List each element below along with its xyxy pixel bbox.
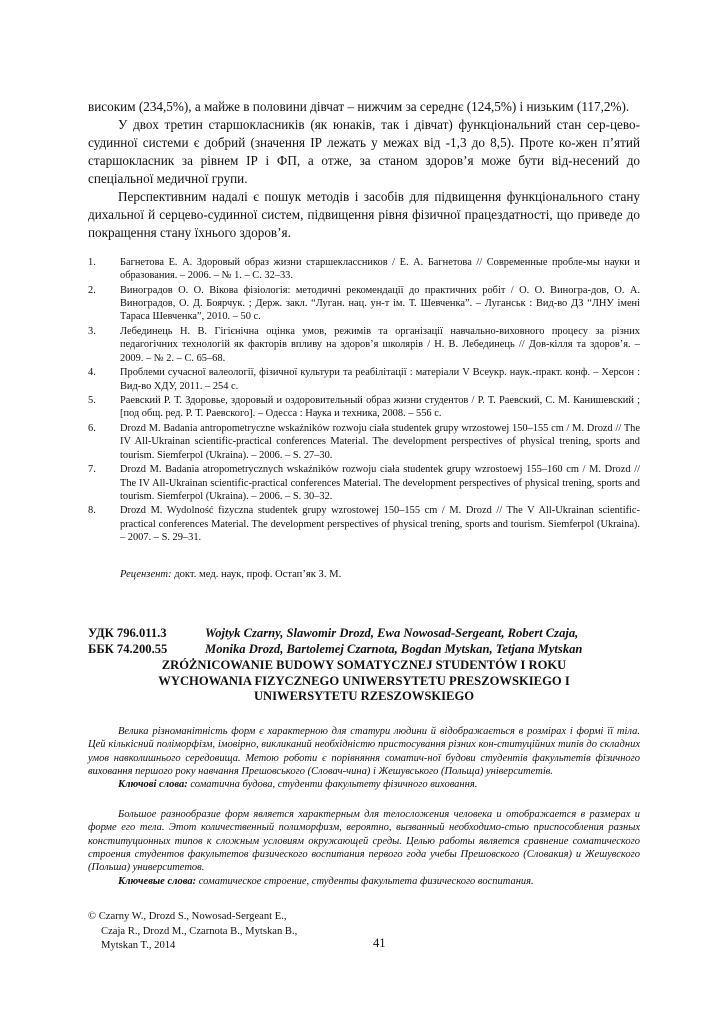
udk-row: [88, 625, 640, 641]
reference-text: Проблеми сучасної валеології, фізичної культури та реабілітації : матеріали V Всеукр. наук.-практ. конф. – Херсон : Вид-во ХДУ, 2011. – 254 с.: [120, 367, 640, 392]
reference-item: [88, 463, 640, 503]
reference-item: [88, 366, 640, 393]
keywords-ua-text: соматична будова, студенти факультету фізичного виховання.: [187, 779, 478, 791]
keywords-ua-label: Ключові слова:: [118, 779, 188, 791]
reference-number: 6.: [88, 423, 96, 435]
reference-text: Раевский Р. Т. Здоровье, здоровый и оздоровительный образ жизни студентов / Р. Т. Раевский, С. М. Канишевский ; [под общ. ред. Р. Т. Раевского]. – Одесса : Наука и техника, 2008. – 556 с.: [120, 395, 640, 420]
reviewer-note: [120, 569, 640, 580]
reference-item: [88, 394, 640, 421]
page-number: 41: [373, 936, 386, 950]
udk-code: УДК 796.011.3: [88, 626, 167, 641]
reference-number: 7.: [88, 464, 96, 476]
abstract-ukrainian: [88, 725, 640, 792]
reference-text: Багнетова Е. А. Здоровый образ жизни старшеклассников / Е. А. Багнетова // Современные пробле-мы науки и образования. – 2006. – № 1. – С. 32–33.: [120, 257, 640, 282]
reference-text: Виноградов О. О. Вікова фізіологія: методичні рекомендації до практичних робіт / О. О. Виногра-дов, О. А. Виноградов, О. Д. Боярчук. ; Держ. закл. “Луган. нац. ун-т ім. Т. Шевченка”. – Луганськ : Вид-во ДЗ “ЛНУ імені Тараса Шевченка”, 2010. – 50 с.: [120, 284, 640, 323]
keywords-ru-label: Ключевые слова:: [118, 875, 197, 887]
reference-text: Drozd M. Badania atropometrycznych wskaźników rozwoju ciała studentek grupy wzrostoewj 155–160 cm / M. Drozd // The IV All-Ukrainan scientific-practical conferences Material. The development perspectives of physical trening, sports and tourism. Siemferpol (Ukraina). – 2006. – S. 30–32.: [120, 464, 640, 502]
abstract-russian: [88, 808, 640, 888]
body-paragraph-1: високим (234,5%), а майже в половини дівчат – нижчим за середнє (124,5%) і низьким (117,2%).: [88, 99, 630, 114]
reference-text: Drozd M. Badania antropometryczne wskaźników rozwoju ciała studentek grupy wrzostowej 150–155 cm / M. Drozd // The IV All-Ukrainan scientific-practical conferences Material. The development perspectives of physical trening, sports and tourism. Siemferpol (Ukraina). – 2006. – S. 27–30.: [120, 423, 640, 461]
reference-number: 2.: [88, 284, 96, 296]
abstract-ru-text: Большое разнообразие форм является характерным для телосложения человека и отображается в размерах и форме его тела. Этот количественный полиморфизм, вероятно, вызванный необходимо-стью приспособления разных конституционных типов к сложным условиям окружающей среды. Целью работы является сравнение соматического строения студентов факультетов физического воспитания первого года учебы Прешовского (Словакия) и Жешувского (Польша) университетов.: [88, 808, 640, 874]
article-header: [88, 625, 640, 657]
reference-text: Drozd M. Wydolność fizyczna studentek grupy wzrostowej 150–155 cm / M. Drozd // The V All-Ukrainan scientific-practical conferences Material. The development perspectives of physical trening, sports and tourism. Siemferpol (Ukraina). – 2007. – S. 29–31.: [120, 505, 640, 544]
reference-number: 3.: [88, 326, 96, 338]
bbk-code: ББК 74.200.55: [88, 642, 168, 657]
copyright-line: © Czarny W., Drozd S., Nowosad-Sergeant E.,: [88, 911, 287, 922]
copyright-line: Czaja R., Drozd M., Czarnota B., Mytskan B.,: [101, 925, 298, 937]
reference-item: [88, 284, 640, 324]
reviewer-label: Рецензент:: [120, 569, 172, 581]
keywords-ru: [88, 875, 640, 888]
copyright-line: Mytskan T., 2014: [101, 940, 176, 951]
reference-number: 8.: [88, 505, 96, 517]
page-content: [88, 98, 640, 888]
reference-item: [88, 422, 640, 462]
reviewer-text: докт. мед. наук, проф. Остап’як З. М.: [171, 569, 342, 581]
authors-line-1: Wojtyk Czarny, Slawomir Drozd, Ewa Nowosad-Sergeant, Robert Czaja,: [205, 626, 579, 641]
copyright-notice: [88, 910, 297, 954]
reference-item: [88, 504, 640, 544]
reference-text: Лебединець Н. В. Гігієнічна оцінка умов, режимів та організації навчально-виховного процесу за різних педагогічних технологій як факторів впливу на здоров’я школярів / Н. В. Лебединець // Дов-кілля та здоров’я. – 2009. – № 2. – С. 65–68.: [120, 326, 640, 364]
authors-line-2: Monika Drozd, Bartolemej Czarnota, Bogdan Mytskan, Tetjana Mytskan: [205, 642, 583, 657]
title-line: ZRÓŻNICOWANIE BUDOWY SOMATYCZNEJ STUDENTÓW I ROKU: [161, 658, 567, 673]
reference-list: [88, 256, 640, 544]
keywords-ua: [88, 778, 640, 791]
abstract-ua-text: Велика різноманітність форм є характерною для статури людини й відображається в розмірах і формі її тіла. Цей кількісний поліморфізм, імовірно, викликаний необхідністю пристосування різних кон-ституційних типів до складних умов навколишнього середовища. Метою роботи є порівняння соматич-ної будови студентів факультетів фізичного виховання першого року навчання Прешовського (Словач-чина) і Жешувського (Польща) університетів.: [88, 725, 640, 778]
reference-number: 5.: [88, 395, 96, 407]
page-footer: [88, 910, 640, 970]
reference-number: 4.: [88, 367, 96, 379]
keywords-ru-text: соматическое строение, студенты факультета физического воспитания.: [196, 875, 534, 887]
body-paragraph-2: У двох третин старшокласників (як юнаків, так і дівчат) функціональний стан сер-цево-судинної системи є добрий (значення ІР лежать у межах від -1,3 до 8,5). Проте ко-жен п’ятий старшокласник за рівнем ІР і ФП, а отже, за станом здоров’я може бути від-несений до спеціальної медичної групи.: [88, 117, 640, 186]
reference-item: [88, 325, 640, 365]
reference-item: [88, 256, 640, 283]
article-title: [88, 658, 640, 705]
body-paragraph-3: Перспективним надалі є пошук методів і засобів для підвищення функціонального стану дихальної й серцево-судинної систем, підвищення рівня фізичної працездатності, що приведе до покращення стану їхнього здоров’я.: [88, 189, 640, 240]
title-line: WYCHOWANIA FIZYCZNEGO UNIWERSYTETU PRESZOWSKIEGO I: [158, 673, 570, 688]
reference-number: 1.: [88, 257, 96, 268]
title-line: UNIWERSYTETU RZESZOWSKIEGO: [253, 689, 475, 704]
bbk-row: [88, 641, 640, 657]
